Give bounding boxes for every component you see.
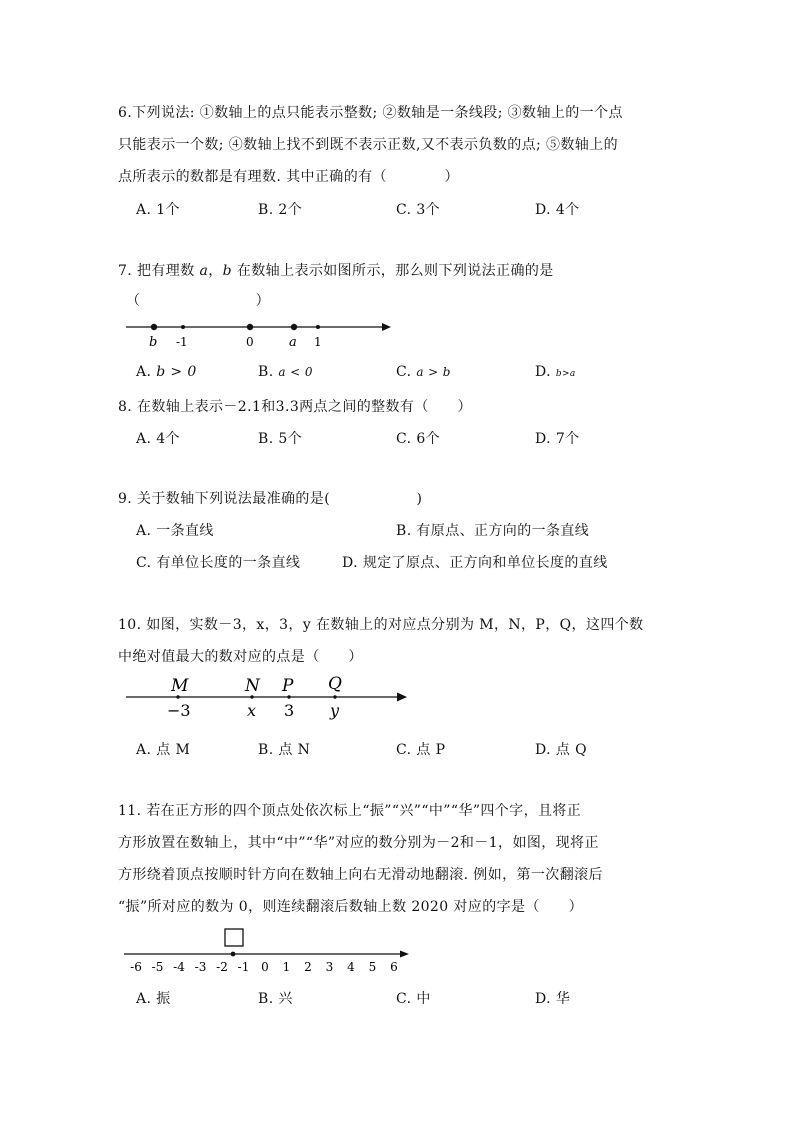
q8-option-c: C. 6个 — [396, 431, 441, 447]
q6-option-a: A. 1个 — [136, 202, 180, 218]
q7-option-a-text: b > 0 — [156, 364, 197, 380]
q11-line-3: 方形绕着顶点按顺时针方向在数轴上向右无滑动地翻滚. 例如，第一次翻滚后 — [118, 867, 603, 883]
q8-option-d: D. 7个 — [535, 431, 580, 447]
q10-value-neg3: −3 — [167, 701, 191, 720]
q7-separator: ， — [208, 263, 223, 279]
q6-line-2: 只能表示一个数; ④数轴上找不到既不表示正数,又不表示负数的点; ⑤数轴上的 — [118, 137, 618, 153]
q10-option-a: A. 点 M — [136, 742, 191, 758]
q10-label-p: P — [282, 676, 294, 696]
q7-label-1: 1 — [314, 335, 322, 349]
q10-line-1: 10. 如图，实数－3，x，3，y 在数轴上的对应点分别为 M，N，P，Q，这四个数 — [118, 617, 644, 633]
q10-line-2: 中绝对值最大的数对应的点是（ ） — [118, 649, 363, 665]
q11-line-1: 11. 若在正方形的四个顶点处依次标上“振”“兴”“中”“华”四个字，且将正 — [118, 803, 582, 819]
q11-tick-label: -4 — [173, 960, 185, 974]
q7-label-neg1: -1 — [176, 335, 188, 349]
q11-tick-label: -2 — [216, 960, 228, 974]
q11-tick-label: -3 — [194, 960, 207, 974]
q6-option-c: C. 3个 — [396, 202, 441, 218]
q9-text: 9. 关于数轴下列说法最准确的是( ) — [118, 491, 423, 507]
q10-value-x: x — [247, 701, 257, 720]
q10-label-q: Q — [328, 674, 342, 694]
q6-option-b: B. 2个 — [258, 202, 303, 218]
q11-tick-label: 6 — [390, 960, 398, 974]
q11-tick-label: 4 — [347, 960, 355, 974]
q10-label-n: N — [245, 676, 260, 696]
q10-label-m: M — [171, 676, 189, 696]
q11-line-2: 方形放置在数轴上，其中“中”“华”对应的数分别为－2和－1，如图，现将正 — [118, 835, 599, 851]
q7-option-b-text: a < 0 — [278, 365, 313, 379]
q7-label-a: a — [289, 335, 297, 350]
q8-option-a: A. 4个 — [136, 431, 180, 447]
q11-option-c: C. 中 — [396, 991, 431, 1007]
q11-tick-label: 0 — [261, 960, 269, 974]
q7-option-c-prefix: C. — [396, 364, 417, 380]
q10-value-y: y — [330, 701, 340, 720]
q7-option-c-text: a > b — [416, 365, 451, 379]
q11-tick-label: 1 — [282, 960, 291, 974]
q7-option-d-prefix: D. — [535, 364, 556, 380]
q11-tick-label: -6 — [130, 960, 142, 974]
q6-line-3: 点所表示的数都是有理数. 其中正确的有（ ） — [118, 169, 459, 185]
q11-tick-label: -5 — [151, 960, 164, 974]
q9-option-d: D. 规定了原点、正方向和单位长度的直线 — [342, 555, 608, 571]
q8-option-b: B. 5个 — [258, 431, 303, 447]
q11-tick-label: -1 — [237, 960, 250, 974]
q11-line-4: “振”所对应的数为 0，则连续翻滚后数轴上数 2020 对应的字是（ ） — [118, 899, 583, 915]
q11-tick-label: 2 — [304, 960, 312, 974]
q10-option-c: C. 点 P — [396, 742, 446, 758]
q7-text-end: 在数轴上表示如图所示，那么则下列说法正确的是 — [232, 263, 554, 279]
q6-line-1: 6.下列说法: ①数轴上的点只能表示整数; ②数轴是一条线段; ③数轴上的一个点 — [118, 105, 623, 121]
q10-value-3: 3 — [284, 701, 295, 720]
q11-tick-labels — [130, 960, 398, 974]
q11-option-a: A. 振 — [136, 991, 171, 1007]
q7-text-start: 7. 把有理数 — [118, 263, 200, 279]
q6-option-d: D. 4个 — [535, 202, 580, 218]
q7-var-b: b — [222, 263, 232, 279]
q8-text: 8. 在数轴上表示－2.1和3.3两点之间的整数有（ ） — [118, 399, 472, 415]
q11-option-d: D. 华 — [535, 991, 571, 1007]
q7-answer-paren: （ ） — [126, 293, 270, 309]
q7-option-b-prefix: B. — [258, 364, 279, 380]
q11-tick-label: 5 — [368, 960, 377, 974]
q11-tick-label: 3 — [325, 960, 334, 974]
q9-option-c: C. 有单位长度的一条直线 — [136, 555, 301, 571]
q7-label-b: b — [149, 335, 158, 350]
q9-option-a: A. 一条直线 — [136, 523, 214, 539]
q9-option-b: B. 有原点、正方向的一条直线 — [396, 523, 590, 539]
q7-option-d-text: b>a — [555, 369, 576, 379]
q10-option-d: D. 点 Q — [535, 742, 587, 758]
q11-point-neg2 — [231, 952, 236, 957]
q11-option-b: B. 兴 — [258, 991, 293, 1007]
q7-label-0: 0 — [246, 335, 254, 349]
q7-var-a: a — [199, 263, 209, 279]
q10-option-b: B. 点 N — [258, 742, 311, 758]
q7-option-a-prefix: A. — [136, 364, 157, 380]
q11-square — [225, 929, 243, 946]
